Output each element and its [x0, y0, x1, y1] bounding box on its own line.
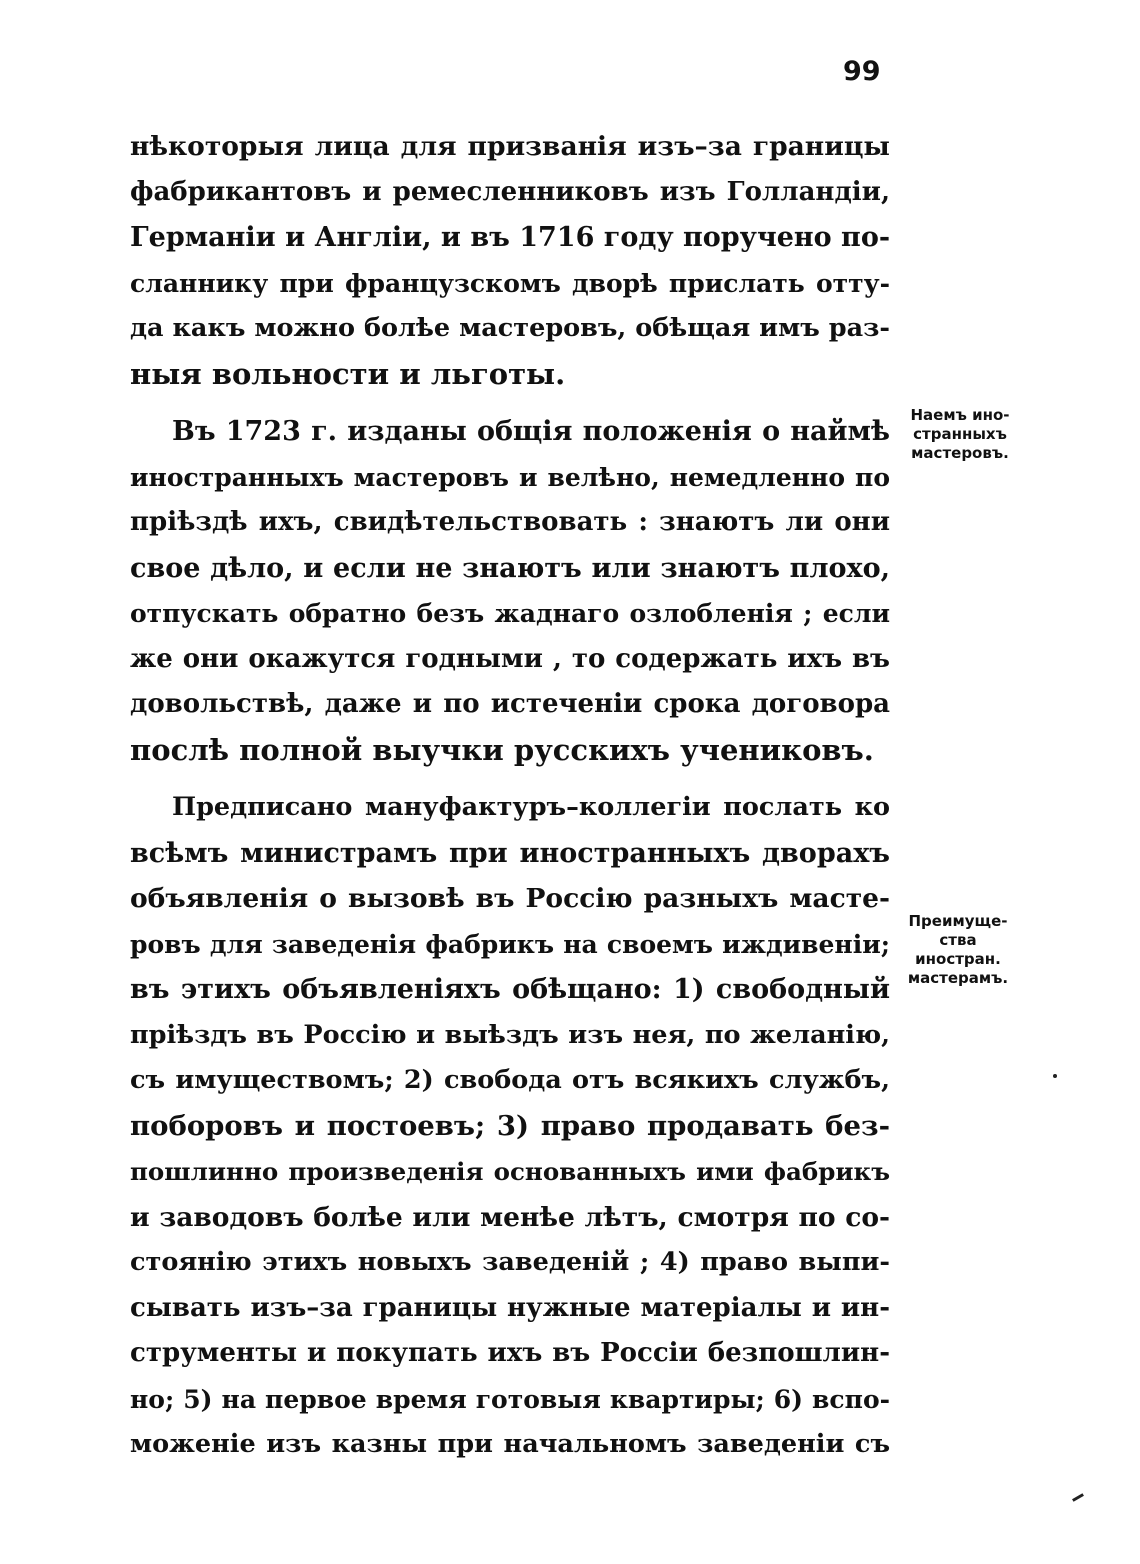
margin-note-line: странныхъ	[913, 425, 1007, 443]
text-line: сывать изъ–за границы нужные матеріалы и ин-	[130, 1292, 890, 1323]
text-line: поборовъ и постоевъ; 3) право продавать без-	[130, 1109, 890, 1142]
text-line: иностранныхъ мастеровъ и велѣно, немедленно по	[130, 462, 890, 492]
text-line: объявленія о вызовѣ въ Россію разныхъ масте-	[130, 883, 890, 914]
text-line: ныя вольности и льготы.	[130, 356, 566, 391]
text-line: но; 5) на первое время готовыя квартиры; 6) вспо-	[130, 1384, 890, 1414]
text-line: струменты и покупать ихъ въ Россіи безпошлин-	[130, 1338, 890, 1368]
margin-note-line: мастеровъ.	[911, 444, 1009, 462]
text-line: отпускать обратно безъ жаднаго озлобленія ; если	[130, 599, 890, 628]
margin-note-line: Преимуще-	[908, 912, 1008, 930]
text-line: пріѣздъ въ Россію и выѣздъ изъ нея, по желанію,	[130, 1019, 890, 1050]
paragraph-1	[130, 124, 890, 397]
margin-note-line: Наемъ ино-	[910, 406, 1010, 424]
margin-note-line: мастерамъ.	[907, 969, 1009, 987]
text-line: и заводовъ болѣе или менѣе лѣтъ, смотря по со-	[130, 1201, 890, 1233]
text-line: Предписано мануфактуръ–коллегіи послать ко	[172, 792, 890, 822]
page-number: 99	[843, 56, 881, 87]
text-line: свое дѣло, и если не знаютъ или знаютъ плохо,	[130, 552, 890, 584]
paragraph-3	[130, 785, 890, 1468]
margin-note-privileges	[898, 912, 1018, 988]
text-line: ровъ для заведенія фабрикъ на своемъ иждивеніи;	[130, 929, 890, 959]
text-line: Въ 1723 г. изданы общія положенія о наймѣ	[172, 416, 890, 447]
margin-note-line: ства	[939, 931, 977, 949]
text-line: сланнику при французскомъ дворѣ прислать отту-	[130, 268, 890, 298]
text-line: нѣкоторыя лица для призванія изъ–за границы	[130, 131, 890, 162]
ink-speck	[1072, 1493, 1084, 1502]
text-line: всѣмъ министрамъ при иностранныхъ дворахъ	[130, 837, 890, 869]
text-line: фабрикантовъ и ремесленниковъ изъ Голландіи,	[130, 176, 890, 207]
margin-note-line: иностран.	[915, 950, 1001, 968]
text-line: пріѣздѣ ихъ, свидѣтельствовать : знаютъ ли они	[130, 507, 890, 537]
text-line: пошлинно произведенія основанныхъ ими фабрикъ	[130, 1157, 890, 1186]
text-line: Германіи и Англіи, и въ 1716 году поручено по-	[130, 222, 891, 253]
margin-note-hiring	[900, 406, 1020, 463]
text-line: стоянію этихъ новыхъ заведеній ; 4) право выпи-	[130, 1247, 890, 1277]
ink-speck	[1053, 1074, 1057, 1078]
text-line: послѣ полной выучки русскихъ учениковъ.	[130, 732, 874, 767]
text-line: моженіе изъ казны при начальномъ заведеніи съ	[130, 1429, 890, 1459]
text-line: же они окажутся годными , то содержать ихъ въ	[130, 643, 890, 674]
text-line: довольствѣ, даже и по истеченіи срока договора	[130, 689, 890, 719]
paragraph-2	[130, 409, 890, 773]
text-line: въ этихъ объявленіяхъ обѣщано: 1) свободный	[130, 974, 890, 1005]
text-line: съ имуществомъ; 2) свобода отъ всякихъ службъ,	[130, 1065, 890, 1095]
text-line: да какъ можно болѣе мастеровъ, обѣщая имъ раз-	[130, 313, 890, 343]
body-text	[130, 124, 890, 1468]
